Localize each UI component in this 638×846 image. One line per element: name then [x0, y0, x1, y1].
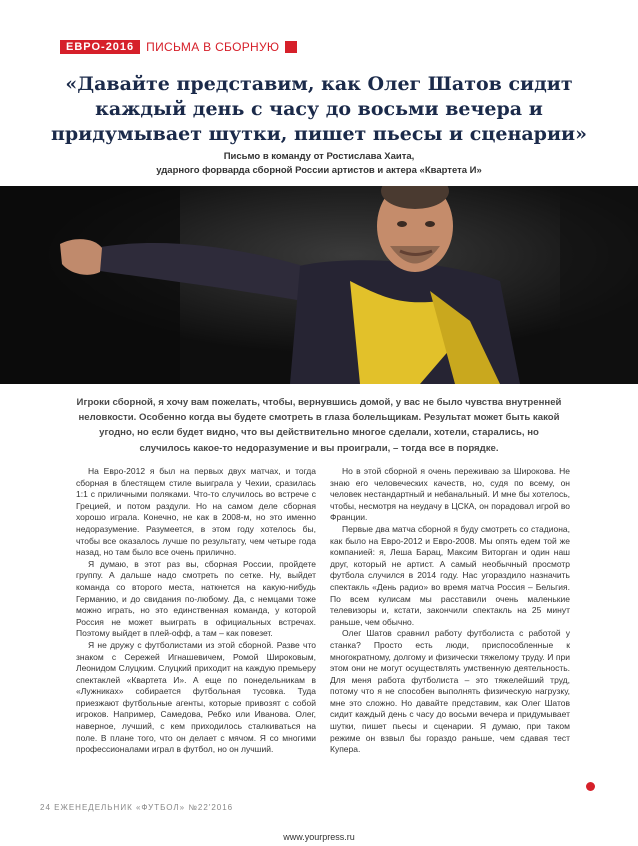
- subtitle-line-2: ударного форварда сборной России артистов и актера «Квартета И»: [156, 165, 482, 176]
- rubric-section: ЕВРО-2016: [60, 40, 140, 54]
- paragraph: Но в этой сборной я очень переживаю за Широкова. Не знаю его человеческих качеств, но, судя по всему, он человек нестандартный и небанальный. И мне бы хотелось, чтобы, несмотря на неудачу в ЦСКА, он порадовал игрой во Франции.: [330, 466, 570, 523]
- rubric-square-decoration: [285, 41, 297, 53]
- rubric: [60, 40, 297, 54]
- paragraph: Я думаю, в этот раз вы, сборная России, пройдете группу. А дальше надо смотреть по сетке. Ну, выйдет команда со второго места, наткнется на какую-нибудь Германию, и до свидания по-любому. Да, с немцами тоже можно играть, но это единственная команда, у которой Россия не может выиграть в официальных встречах. Поэтому выйдет в плей-офф, а там – как повезет.: [76, 558, 316, 639]
- rubric-title: ПИСЬМА В СБОРНУЮ: [146, 40, 280, 54]
- paragraph: Я не дружу с футболистами из этой сборной. Разве что знаком с Сережей Игнашевичем, Ромой Широковым, Леонидом Слуцким. Слуцкий приходит на каждую премьеру спектаклей «Квартета И». А еще по понедельникам в «Лужниках» собирается футбольная тусовка. Туда приезжают футбольные агенты, которые привозят с собой игроков. Например, Самедова, Ребко или Иванова. Олег, наверное, лучший, с кем приходилось сталкиваться на поле. В плане того, что он делает с мячом. Я со многими профессионалами играл в футбол, но он лучший.: [76, 639, 316, 755]
- photo-illustration: [0, 186, 638, 384]
- column-right: [330, 466, 570, 756]
- column-left: [76, 466, 316, 756]
- subtitle: [40, 150, 598, 178]
- lead-paragraph: Игроки сборной, я хочу вам пожелать, чтобы, вернувшись домой, у вас не было чувства внутренней неловкости. Особенно когда вы будете смотреть в глаза болельщикам. Результат может быть какой угодно, но если будет видно, что вы действительно многое сделали, хотели, старались, но случилось какое-то недоразумение и вы проиграли, – тогда все в порядке.: [76, 397, 562, 454]
- paragraph: На Евро-2012 я был на первых двух матчах, и тогда сборная в блестящем стиле выиграла у Чехии, сразилась 1:1 с приличными поляками. Что-то случилось во встрече с Грецией, и потом раздули. Но на самом деле сборная хорошо играла. Конечно, не как в 2008-м, но это именно недоразумение. Разумеется, в этом году хотелось бы, чтобы все оказалось лучше по результату, чем четыре года назад, но там было все очень прилично.: [76, 466, 316, 558]
- website-link[interactable]: www.yourpress.ru: [283, 832, 355, 842]
- paragraph: Первые два матча сборной я буду смотреть со стадиона, как было на Евро-2012 и Евро-2008. Мы опять едем той же компанией: я, Леша Барац, Максим Виторган и один наш друг, который не артист. А самый необычный просмотр футбола случился в 2014 году. Нас угораздило назначить спектакль «День радио» во время матча Россия – Бельгия. По всем кулисам мы расставили очень маленькие телевизоры и, кстати, закончили спектакль на 25 минут раньше, чем обычно.: [330, 523, 570, 627]
- headline: «Давайте представим, как Олег Шатов сидит каждый день с часу до восьми вечера и придумывает шутки, пишет пьесы и сценарии»: [50, 73, 588, 145]
- photo: [0, 186, 638, 384]
- paragraph: Олег Шатов сравнил работу футболиста с работой у станка? Просто есть люди, приспособленные к многократному, долгому и физически тяжелому труду. И при этом они не могут осуществлять умственную деятельность. Для меня работа футболиста – это тяжелейший труд, потому что я не способен выполнять физическую нагрузку, мне это сложно. Но давайте представим, как Олег Шатов сидит каждый день с часу до восьми вечера и придумывает шутки, пишет пьесы и сценарии. Я думаю, при таком режиме он взвыл бы гораздо раньше, чем сдавая тест Купера.: [330, 628, 570, 755]
- end-mark-icon: [586, 782, 595, 791]
- folio: 24 ЕЖЕНЕДЕЛЬНИК «ФУТБОЛ» №22'2016: [40, 803, 234, 812]
- subtitle-line-1: Письмо в команду от Ростислава Хаита,: [223, 151, 415, 162]
